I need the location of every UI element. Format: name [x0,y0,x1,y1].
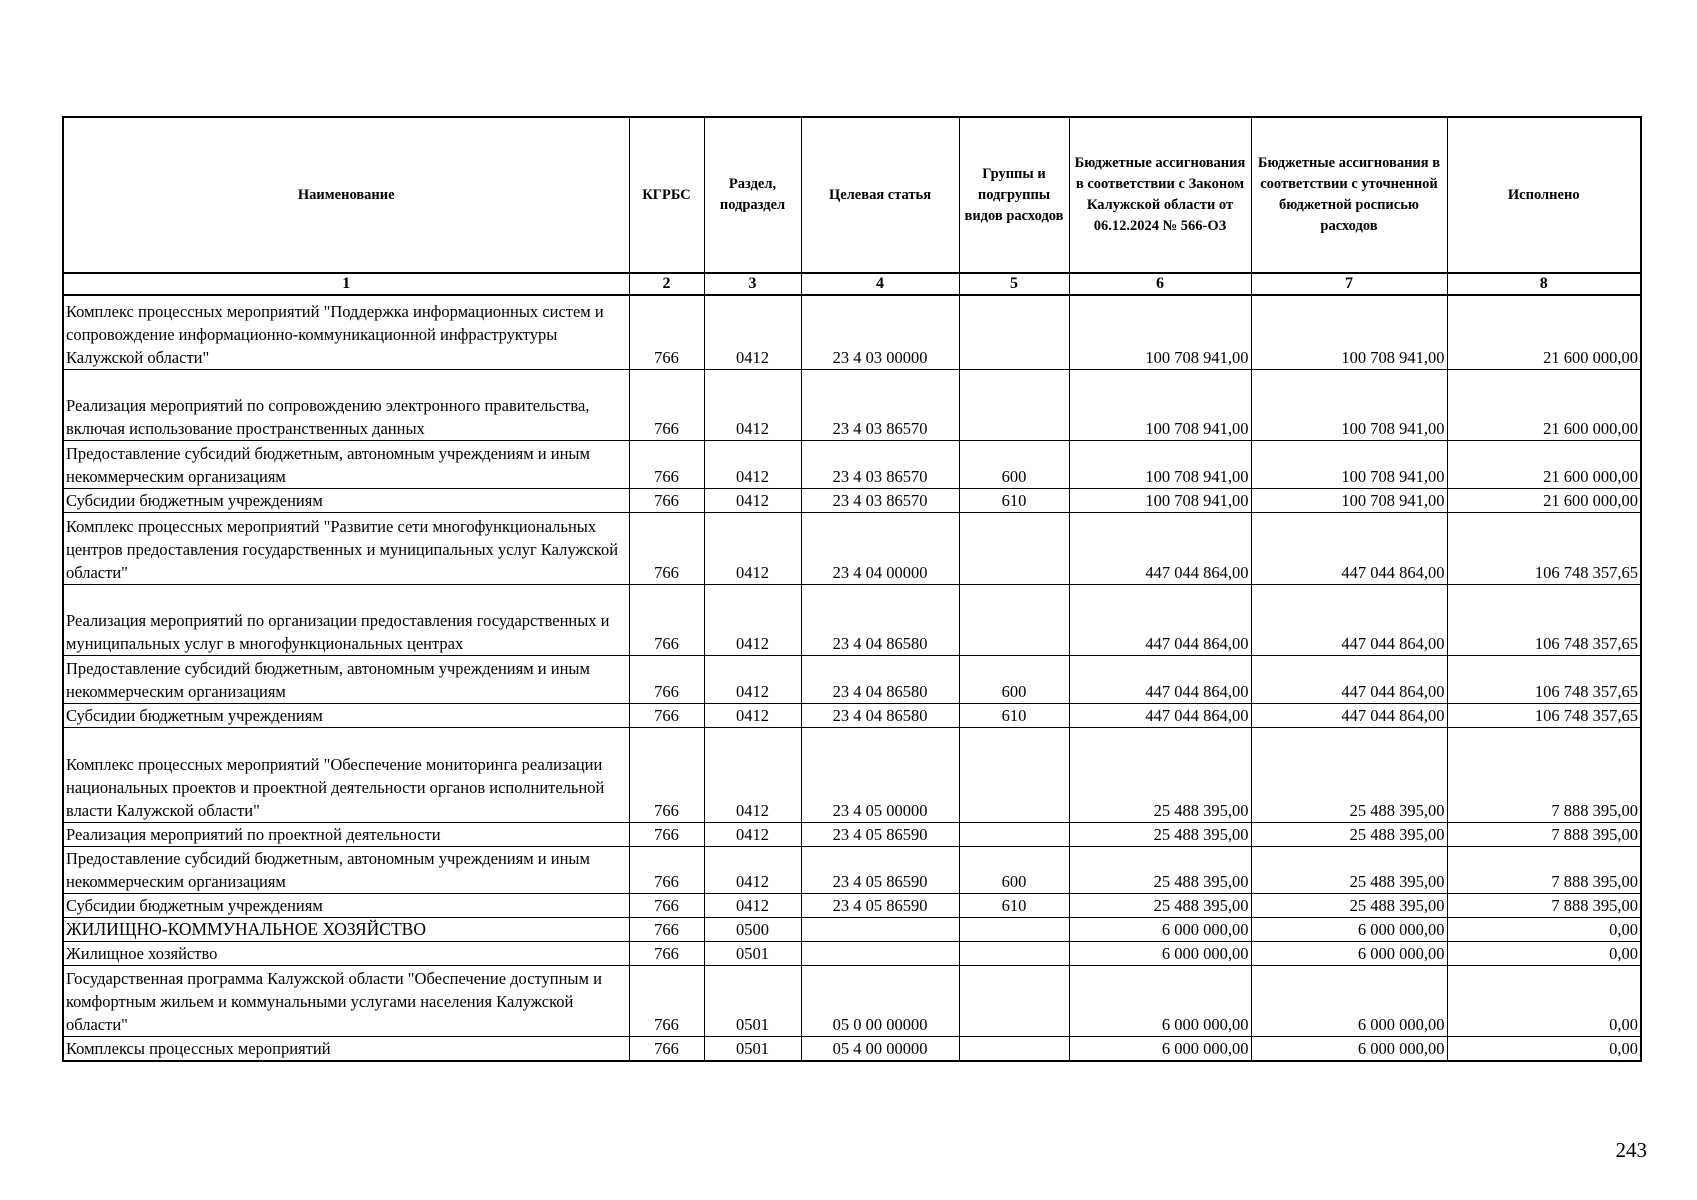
row-group [959,369,1069,440]
row-group: 600 [959,655,1069,703]
row-refined-amount: 25 488 395,00 [1251,893,1447,917]
row-executed-amount: 0,00 [1447,965,1641,1036]
row-executed-amount: 7 888 395,00 [1447,727,1641,822]
row-name: Предоставление субсидий бюджетным, автономным учреждениям и иным некоммерческим организациям [63,440,629,488]
row-kgrbs: 766 [629,655,704,703]
row-executed-amount: 21 600 000,00 [1447,488,1641,512]
row-law-amount: 447 044 864,00 [1069,655,1251,703]
row-name: Государственная программа Калужской области "Обеспечение доступным и комфортным жильем и коммунальными услугами населения Калужской области" [63,965,629,1036]
row-name: Реализация мероприятий по проектной деятельности [63,822,629,846]
row-executed-amount: 106 748 357,65 [1447,703,1641,727]
page-number: 243 [1615,1138,1647,1162]
row-group [959,822,1069,846]
row-group [959,512,1069,584]
row-target: 23 4 04 86580 [801,703,959,727]
row-name: Комплексы процессных мероприятий [63,1036,629,1061]
row-section: 0412 [704,584,801,655]
row-law-amount: 25 488 395,00 [1069,822,1251,846]
row-name: Комплекс процессных мероприятий "Поддержка информационных систем и сопровождение информационно-коммуникационной инфраструктуры Калужской области" [63,295,629,369]
row-target: 05 4 00 00000 [801,1036,959,1061]
row-law-amount: 100 708 941,00 [1069,440,1251,488]
row-kgrbs: 766 [629,512,704,584]
row-refined-amount: 6 000 000,00 [1251,965,1447,1036]
row-target: 23 4 05 86590 [801,822,959,846]
table-row [63,655,1641,703]
row-group [959,965,1069,1036]
table-row [63,1036,1641,1061]
col-header-name: Наименование [63,117,629,273]
row-section: 0412 [704,440,801,488]
row-section: 0500 [704,917,801,941]
table-row [63,295,1641,369]
row-law-amount: 100 708 941,00 [1069,295,1251,369]
row-law-amount: 25 488 395,00 [1069,727,1251,822]
row-executed-amount: 7 888 395,00 [1447,846,1641,893]
row-name: Субсидии бюджетным учреждениям [63,488,629,512]
row-section: 0412 [704,295,801,369]
table-row [63,440,1641,488]
row-section: 0412 [704,369,801,440]
row-refined-amount: 6 000 000,00 [1251,941,1447,965]
row-kgrbs: 766 [629,917,704,941]
row-refined-amount: 100 708 941,00 [1251,369,1447,440]
row-group: 610 [959,488,1069,512]
row-kgrbs: 766 [629,893,704,917]
row-section: 0412 [704,727,801,822]
row-section: 0412 [704,488,801,512]
table-row [63,584,1641,655]
col-number: 5 [959,273,1069,295]
row-law-amount: 100 708 941,00 [1069,488,1251,512]
col-header-target: Целевая статья [801,117,959,273]
row-section: 0412 [704,846,801,893]
col-header-law: Бюджетные ассигнования в соответствии с Законом Калужской области от 06.12.2024 № 566-ОЗ [1069,117,1251,273]
row-refined-amount: 25 488 395,00 [1251,822,1447,846]
row-kgrbs: 766 [629,965,704,1036]
row-group [959,727,1069,822]
row-executed-amount: 21 600 000,00 [1447,440,1641,488]
col-number: 7 [1251,273,1447,295]
row-name: Реализация мероприятий по сопровождению электронного правительства, включая использование пространственных данных [63,369,629,440]
row-executed-amount: 106 748 357,65 [1447,584,1641,655]
col-header-refined: Бюджетные ассигнования в соответствии с уточненной бюджетной росписью расходов [1251,117,1447,273]
row-kgrbs: 766 [629,295,704,369]
row-kgrbs: 766 [629,703,704,727]
row-refined-amount: 447 044 864,00 [1251,584,1447,655]
row-group: 600 [959,440,1069,488]
row-kgrbs: 766 [629,1036,704,1061]
row-section: 0501 [704,965,801,1036]
row-law-amount: 25 488 395,00 [1069,846,1251,893]
row-law-amount: 6 000 000,00 [1069,917,1251,941]
row-refined-amount: 25 488 395,00 [1251,846,1447,893]
row-target [801,917,959,941]
row-target [801,941,959,965]
row-refined-amount: 6 000 000,00 [1251,1036,1447,1061]
row-kgrbs: 766 [629,941,704,965]
table-row [63,488,1641,512]
row-group: 600 [959,846,1069,893]
row-law-amount: 447 044 864,00 [1069,584,1251,655]
row-refined-amount: 100 708 941,00 [1251,488,1447,512]
row-name: ЖИЛИЩНО-КОММУНАЛЬНОЕ ХОЗЯЙСТВО [63,917,629,941]
row-refined-amount: 100 708 941,00 [1251,295,1447,369]
row-target: 23 4 05 86590 [801,846,959,893]
budget-table [62,116,1642,1062]
col-header-section: Раздел, подраздел [704,117,801,273]
col-number: 1 [63,273,629,295]
col-number: 8 [1447,273,1641,295]
row-law-amount: 25 488 395,00 [1069,893,1251,917]
table-row [63,965,1641,1036]
row-name: Реализация мероприятий по организации предоставления государственных и муниципальных услуг в многофункциональных центрах [63,584,629,655]
row-refined-amount: 100 708 941,00 [1251,440,1447,488]
row-executed-amount: 7 888 395,00 [1447,893,1641,917]
row-name: Жилищное хозяйство [63,941,629,965]
row-name: Комплекс процессных мероприятий "Развитие сети многофункциональных центров предоставления государственных и муниципальных услуг Калужской области" [63,512,629,584]
row-law-amount: 6 000 000,00 [1069,1036,1251,1061]
row-target: 23 4 04 00000 [801,512,959,584]
table-row [63,369,1641,440]
table-row [63,846,1641,893]
row-group [959,1036,1069,1061]
row-executed-amount: 0,00 [1447,1036,1641,1061]
row-refined-amount: 6 000 000,00 [1251,917,1447,941]
col-number: 2 [629,273,704,295]
row-section: 0412 [704,512,801,584]
row-executed-amount: 7 888 395,00 [1447,822,1641,846]
row-kgrbs: 766 [629,822,704,846]
table-row [63,727,1641,822]
table-row [63,512,1641,584]
table-row [63,822,1641,846]
row-group [959,295,1069,369]
row-kgrbs: 766 [629,846,704,893]
col-header-executed: Исполнено [1447,117,1641,273]
row-target: 23 4 05 86590 [801,893,959,917]
row-name: Предоставление субсидий бюджетным, автономным учреждениям и иным некоммерческим организациям [63,846,629,893]
col-header-group: Группы и подгруппы видов расходов [959,117,1069,273]
row-refined-amount: 447 044 864,00 [1251,703,1447,727]
row-law-amount: 447 044 864,00 [1069,703,1251,727]
col-number: 4 [801,273,959,295]
row-target: 23 4 03 86570 [801,440,959,488]
row-law-amount: 6 000 000,00 [1069,965,1251,1036]
row-executed-amount: 21 600 000,00 [1447,295,1641,369]
column-number-row [63,273,1641,295]
row-refined-amount: 447 044 864,00 [1251,512,1447,584]
row-group [959,584,1069,655]
row-executed-amount: 21 600 000,00 [1447,369,1641,440]
row-executed-amount: 106 748 357,65 [1447,512,1641,584]
row-executed-amount: 0,00 [1447,941,1641,965]
table-row [63,917,1641,941]
table-row [63,893,1641,917]
header-row [63,117,1641,273]
row-target: 23 4 03 86570 [801,488,959,512]
row-refined-amount: 447 044 864,00 [1251,655,1447,703]
col-number: 6 [1069,273,1251,295]
row-group: 610 [959,703,1069,727]
row-kgrbs: 766 [629,440,704,488]
row-section: 0501 [704,941,801,965]
row-law-amount: 6 000 000,00 [1069,941,1251,965]
row-group [959,941,1069,965]
col-number: 3 [704,273,801,295]
row-law-amount: 447 044 864,00 [1069,512,1251,584]
row-section: 0412 [704,703,801,727]
row-target: 05 0 00 00000 [801,965,959,1036]
row-target: 23 4 05 00000 [801,727,959,822]
row-section: 0412 [704,822,801,846]
row-name: Предоставление субсидий бюджетным, автономным учреждениям и иным некоммерческим организациям [63,655,629,703]
col-header-kgrbs: КГРБС [629,117,704,273]
budget-sheet [62,116,1640,1062]
row-name: Субсидии бюджетным учреждениям [63,893,629,917]
row-section: 0412 [704,893,801,917]
row-target: 23 4 03 00000 [801,295,959,369]
table-row [63,703,1641,727]
row-section: 0501 [704,1036,801,1061]
row-target: 23 4 03 86570 [801,369,959,440]
row-target: 23 4 04 86580 [801,584,959,655]
row-law-amount: 100 708 941,00 [1069,369,1251,440]
row-executed-amount: 106 748 357,65 [1447,655,1641,703]
row-executed-amount: 0,00 [1447,917,1641,941]
table-row [63,941,1641,965]
row-target: 23 4 04 86580 [801,655,959,703]
row-kgrbs: 766 [629,584,704,655]
row-kgrbs: 766 [629,488,704,512]
row-kgrbs: 766 [629,727,704,822]
row-name: Комплекс процессных мероприятий "Обеспечение мониторинга реализации национальных проектов и проектной деятельности органов исполнительной власти Калужской области" [63,727,629,822]
row-name: Субсидии бюджетным учреждениям [63,703,629,727]
row-kgrbs: 766 [629,369,704,440]
row-group [959,917,1069,941]
row-refined-amount: 25 488 395,00 [1251,727,1447,822]
row-section: 0412 [704,655,801,703]
row-group: 610 [959,893,1069,917]
